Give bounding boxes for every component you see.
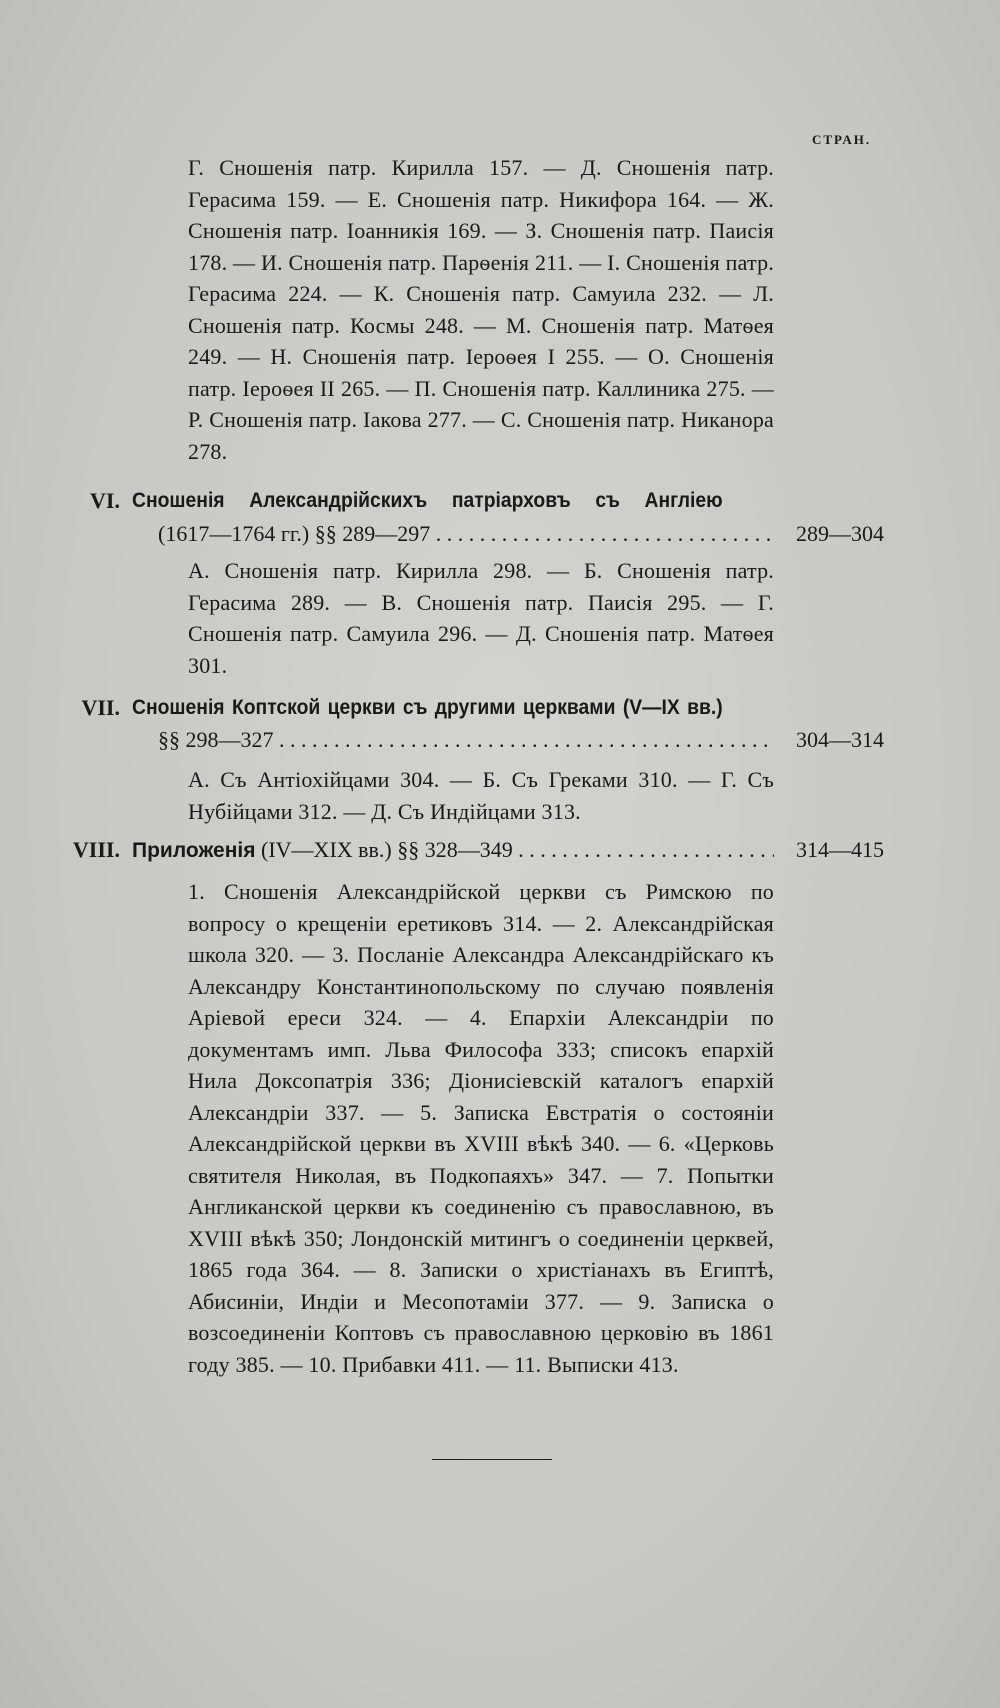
section-viii-subitems: 1. Сношенія Александрійской церкви съ Римскою по вопросу о крещеніи еретиковъ 314. — 2. Александрійская школа 320. — 3. Посланіе Александра Александрійскаго къ Александру Константинопольскому по случаю появленія Аріевой ереси 324. — 4. Епархіи Александріи по документамъ имп. Льва Философа 333; списокъ епархій Нила Доксопатрія 336; Діонисіевскій каталогъ епархій Александріи 337. — 5. Записка Евстратія о состояніи Александрійской церкви въ XVIII вѣкѣ 340. — 6. «Церковь святителя Николая, въ Подкопаяхъ» 347. — 7. Попытки Англиканской церкви къ соединенію съ православною, въ XVIII вѣкѣ 350; Лондонскій митингъ о соединеніи церквей, 1865 года 364. — 8. Записки о христіанахъ въ Египтѣ, Абисиніи, Индіи и Месопотаміи 377. — 9. Записка о возсоединеніи Коптовъ съ православною церковію въ 1861 году 385. — 10. Прибавки 411. — 11. Выписки 413. [188, 879, 774, 1377]
closing-rule [432, 1459, 552, 1460]
section-vii-numeral: VII. [81, 695, 120, 720]
section-vii-title: Сношенія Коптской церкви съ другими церквами (V—IX вв.) [132, 696, 723, 719]
section-viii-numeral: VIII. [72, 837, 120, 862]
section-vii-range: §§ 298—327 [158, 727, 274, 752]
section-vii-continuation [158, 724, 774, 756]
section-viii-range: (IV—XIX вв.) §§ 328—349 [261, 837, 513, 862]
leader-dots [513, 837, 774, 862]
section-vi-pages: 289—304 [796, 521, 884, 546]
section-vii-subitems: А. Съ Антіохійцами 304. — Б. Съ Греками 310. — Г. Съ Нубійцами 312. — Д. Съ Индійцами 313. [188, 767, 774, 824]
page-column-header: СТРАН. [812, 132, 872, 147]
section-viii-title: Приложенія [132, 839, 256, 862]
leader-dots [430, 521, 774, 546]
section-vii-pages: 304—314 [796, 727, 884, 752]
section-vi-continuation [158, 518, 774, 550]
section-v-subitems: Г. Сношенія патр. Кирилла 157. — Д. Сношенія патр. Герасима 159. — Е. Сношенія патр. Никифора 164. — Ж. Сношенія патр. Іоанникія 169. — З. Сношенія патр. Паисія 178. — И. Сношенія патр. Парѳенія 211. — І. Сношенія патр. Герасима 224. — К. Сношенія патр. Самуила 232. — Л. Сношенія патр. Космы 248. — М. Сношенія патр. Матѳея 249. — Н. Сношенія патр. Іероѳея I 255. — О. Сношенія патр. Іероѳея II 265. — П. Сношенія патр. Каллиника 275. — Р. Сношенія патр. Іакова 277. — С. Сношенія патр. Никанора 278. [188, 155, 774, 464]
section-vi-title: Сношенія Александрійскихъ патріарховъ съ Англіею [132, 489, 723, 512]
section-vi-range: (1617—1764 гг.) §§ 289—297 [158, 521, 431, 546]
section-vi-numeral: VI. [90, 488, 120, 513]
leader-dots [274, 727, 775, 752]
section-vi-subitems: А. Сношенія патр. Кирилла 298. — Б. Сношенія патр. Герасима 289. — В. Сношенія патр. Паисія 295. — Г. Сношенія патр. Самуила 296. — Д. Сношенія патр. Матѳея 301. [188, 558, 774, 678]
section-viii-heading [132, 834, 774, 867]
section-viii-pages: 314—415 [796, 837, 884, 862]
